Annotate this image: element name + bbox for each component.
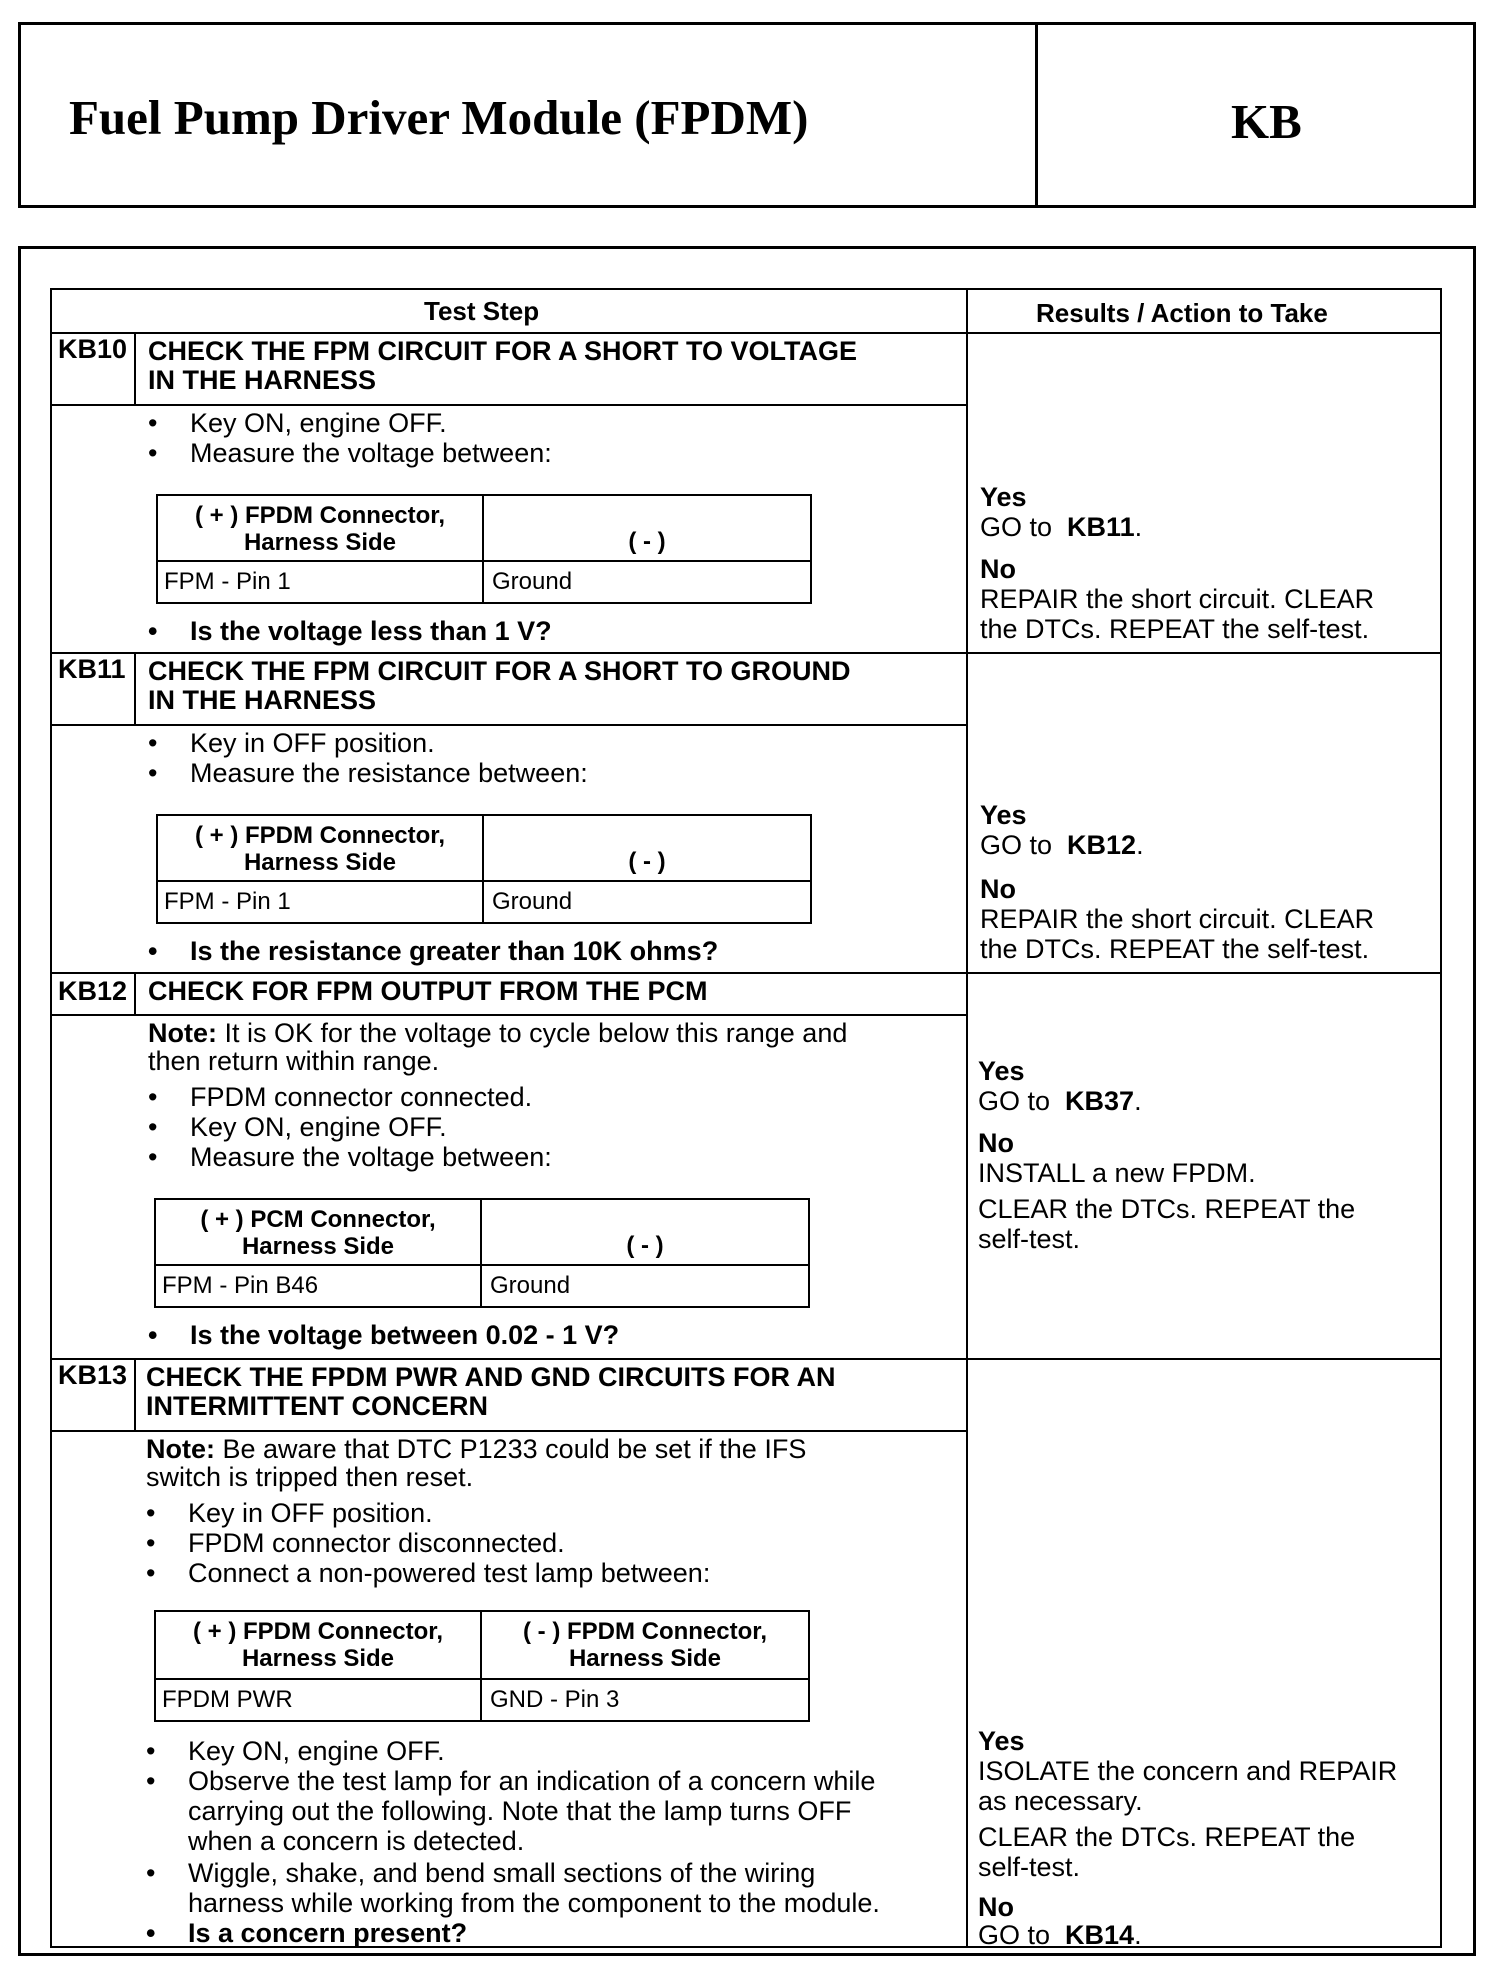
meas-header-plus: ( + ) FPDM Connector, Harness Side <box>192 1618 443 1672</box>
step-id: KB13 <box>58 1360 128 1390</box>
result-no-label: No <box>978 1892 1014 1922</box>
header-row-line <box>52 332 1440 334</box>
list-item-continuation: when a concern is detected. <box>188 1826 525 1856</box>
results-column-divider <box>966 290 968 1946</box>
step-id-divider <box>134 972 136 1014</box>
step-row-line <box>52 972 1440 974</box>
header-divider <box>1035 25 1038 205</box>
section-code: KB <box>1231 94 1302 149</box>
list-item-continuation: harness while working from the component to the module. <box>188 1888 880 1918</box>
result-yes-action: as necessary. <box>978 1786 1143 1816</box>
measurement-table <box>154 1610 810 1722</box>
step-row-line <box>52 652 1440 654</box>
meas-header-minus: ( - ) <box>626 1232 664 1259</box>
result-yes-action: self-test. <box>978 1852 1081 1882</box>
page-title: Fuel Pump Driver Module (FPDM) <box>69 90 809 145</box>
step-id-divider <box>134 652 136 724</box>
result-yes-action: ISOLATE the concern and REPAIR <box>978 1756 1398 1786</box>
result-no-action: GO to KB14. <box>978 1920 1142 1950</box>
step-note: switch is tripped then reset. <box>146 1462 474 1492</box>
meas-cell: FPM - Pin B46 <box>162 1272 319 1299</box>
step-title: INTERMITTENT CONCERN <box>146 1391 488 1421</box>
result-yes-label: Yes <box>980 482 1027 512</box>
meas-cell: Ground <box>492 568 573 595</box>
step-title: CHECK THE FPM CIRCUIT FOR A SHORT TO VOLTAGE <box>148 336 857 366</box>
meas-header-minus: ( - ) <box>628 848 666 875</box>
measurement-table <box>156 494 812 604</box>
title-row-line <box>52 724 966 726</box>
step-id: KB12 <box>58 976 128 1006</box>
result-yes-label: Yes <box>980 800 1027 830</box>
meas-header-plus: ( + ) PCM Connector, Harness Side <box>200 1206 436 1260</box>
result-yes-label: Yes <box>978 1726 1025 1756</box>
step-title: CHECK THE FPDM PWR AND GND CIRCUITS FOR AN <box>146 1362 836 1392</box>
meas-cell: FPM - Pin 1 <box>164 888 291 915</box>
result-no-action: INSTALL a new FPDM. <box>978 1158 1256 1188</box>
title-row-line <box>52 1430 966 1432</box>
title-row-line <box>52 1014 966 1016</box>
result-no-label: No <box>980 874 1016 904</box>
step-row-line <box>52 1358 1440 1360</box>
result-no-action: REPAIR the short circuit. CLEAR <box>980 904 1375 934</box>
result-no-action: the DTCs. REPEAT the self-test. <box>980 934 1370 964</box>
column-header-results: Results / Action to Take <box>1036 298 1328 328</box>
result-yes-action: CLEAR the DTCs. REPEAT the <box>978 1822 1356 1852</box>
result-yes-action: GO to KB11. <box>980 512 1143 542</box>
result-no-action: the DTCs. REPEAT the self-test. <box>980 614 1370 644</box>
result-yes-action: GO to KB12. <box>980 830 1144 860</box>
meas-header-plus: ( + ) FPDM Connector, Harness Side <box>194 502 445 556</box>
step-id-divider <box>134 1358 136 1430</box>
result-yes-label: Yes <box>978 1056 1025 1086</box>
step-title: CHECK THE FPM CIRCUIT FOR A SHORT TO GROUND <box>148 656 851 686</box>
meas-header-minus: ( - ) FPDM Connector, Harness Side <box>523 1618 767 1672</box>
result-no-action: REPAIR the short circuit. CLEAR <box>980 584 1375 614</box>
result-no-action: CLEAR the DTCs. REPEAT the <box>978 1194 1356 1224</box>
step-title: IN THE HARNESS <box>148 685 377 715</box>
step-id: KB11 <box>58 654 126 684</box>
meas-header-minus: ( - ) <box>628 528 666 555</box>
column-header-test-step: Test Step <box>424 296 540 326</box>
page-header <box>18 22 1476 208</box>
result-no-action: self-test. <box>978 1224 1081 1254</box>
step-id-divider <box>134 332 136 404</box>
meas-cell: FPDM PWR <box>162 1686 293 1713</box>
step-note: Note: It is OK for the voltage to cycle below this range and <box>148 1018 848 1048</box>
list-item-continuation: carrying out the following. Note that the lamp turns OFF <box>188 1796 852 1826</box>
result-no-label: No <box>980 554 1016 584</box>
measurement-table <box>154 1198 810 1308</box>
measurement-table <box>156 814 812 924</box>
meas-cell: GND - Pin 3 <box>490 1686 620 1713</box>
meas-cell: Ground <box>490 1272 571 1299</box>
title-row-line <box>52 404 966 406</box>
step-title: IN THE HARNESS <box>148 365 377 395</box>
meas-cell: FPM - Pin 1 <box>164 568 291 595</box>
step-note: then return within range. <box>148 1046 440 1076</box>
result-yes-action: GO to KB37. <box>978 1086 1142 1116</box>
test-table: Test Step Results / Action to Take KB10 CHECK THE FPM CIRCUIT FOR A SHORT TO VOLTAGE IN THE HARNESS • Key ON, engine OFF. • Measure the voltage between: ( + ) FPDM Connector, Harness Side ( - ) FPM - Pin 1 Ground • Is the voltage less than 1 V? Yes GO to KB11. No REPAIR the short circuit. CLEAR the DTCs. REPEAT the self-test. KB11 CHECK THE FPM CIRCUIT FOR A SHORT TO GROUND IN THE HARNESS • Key in OFF position. • Measure the resistance between: ( + ) FPDM Connector, Harness Side ( - ) FPM - Pin 1 Ground • Is the resistance greater than 10K ohms? Yes GO to KB12. No REPAIR the short circuit. CLEAR the DTCs. REPEAT the self-test. KB12 CHECK FOR FPM OUTPUT FROM THE PCM Note: It is OK for the voltage to cycle below this range and then return within range. • FPDM connector connected. • Key ON, engine OFF. • Measure the voltage between: ( + ) PCM Connector, Harness Side ( - ) FPM - Pin B46 Ground • Is the voltage between 0.02 - 1 V? Yes GO to KB37. No INSTALL a new FPDM. CLEAR the DTCs. REPEAT the self-test. KB13 CHECK THE FPDM PWR AND GND CIRCUITS FOR AN INTERMITTENT CONCERN Note: Be aware that DTC P1233 could be set if the IFS switch is tripped then reset. • Key in OFF position. • FPDM connector disconnected. • Connect a non-powered test lamp between: ( + ) FPDM Connector, Harness Side ( - ) FPDM Connector, Harness Side FPDM PWR GND - Pin 3 • Key ON, engine OFF. • Observe the test lamp for an indication of a concern while carrying out the following. Note that the lamp turns OFF when a concern is detected. • Wiggle, shake, and bend small sections of the wiring harness while working from the component to the module. • Is a concern present? Yes ISOLATE the concern and REPAIR as necessary. CLEAR the DTCs. REPEAT the self-test. No GO to KB14. <box>50 288 1442 1948</box>
result-no-label: No <box>978 1128 1014 1158</box>
step-title: CHECK FOR FPM OUTPUT FROM THE PCM <box>148 976 708 1006</box>
step-note: Note: Be aware that DTC P1233 could be set if the IFS <box>146 1434 807 1464</box>
meas-cell: Ground <box>492 888 573 915</box>
step-id: KB10 <box>58 334 128 364</box>
meas-header-plus: ( + ) FPDM Connector, Harness Side <box>194 822 445 876</box>
